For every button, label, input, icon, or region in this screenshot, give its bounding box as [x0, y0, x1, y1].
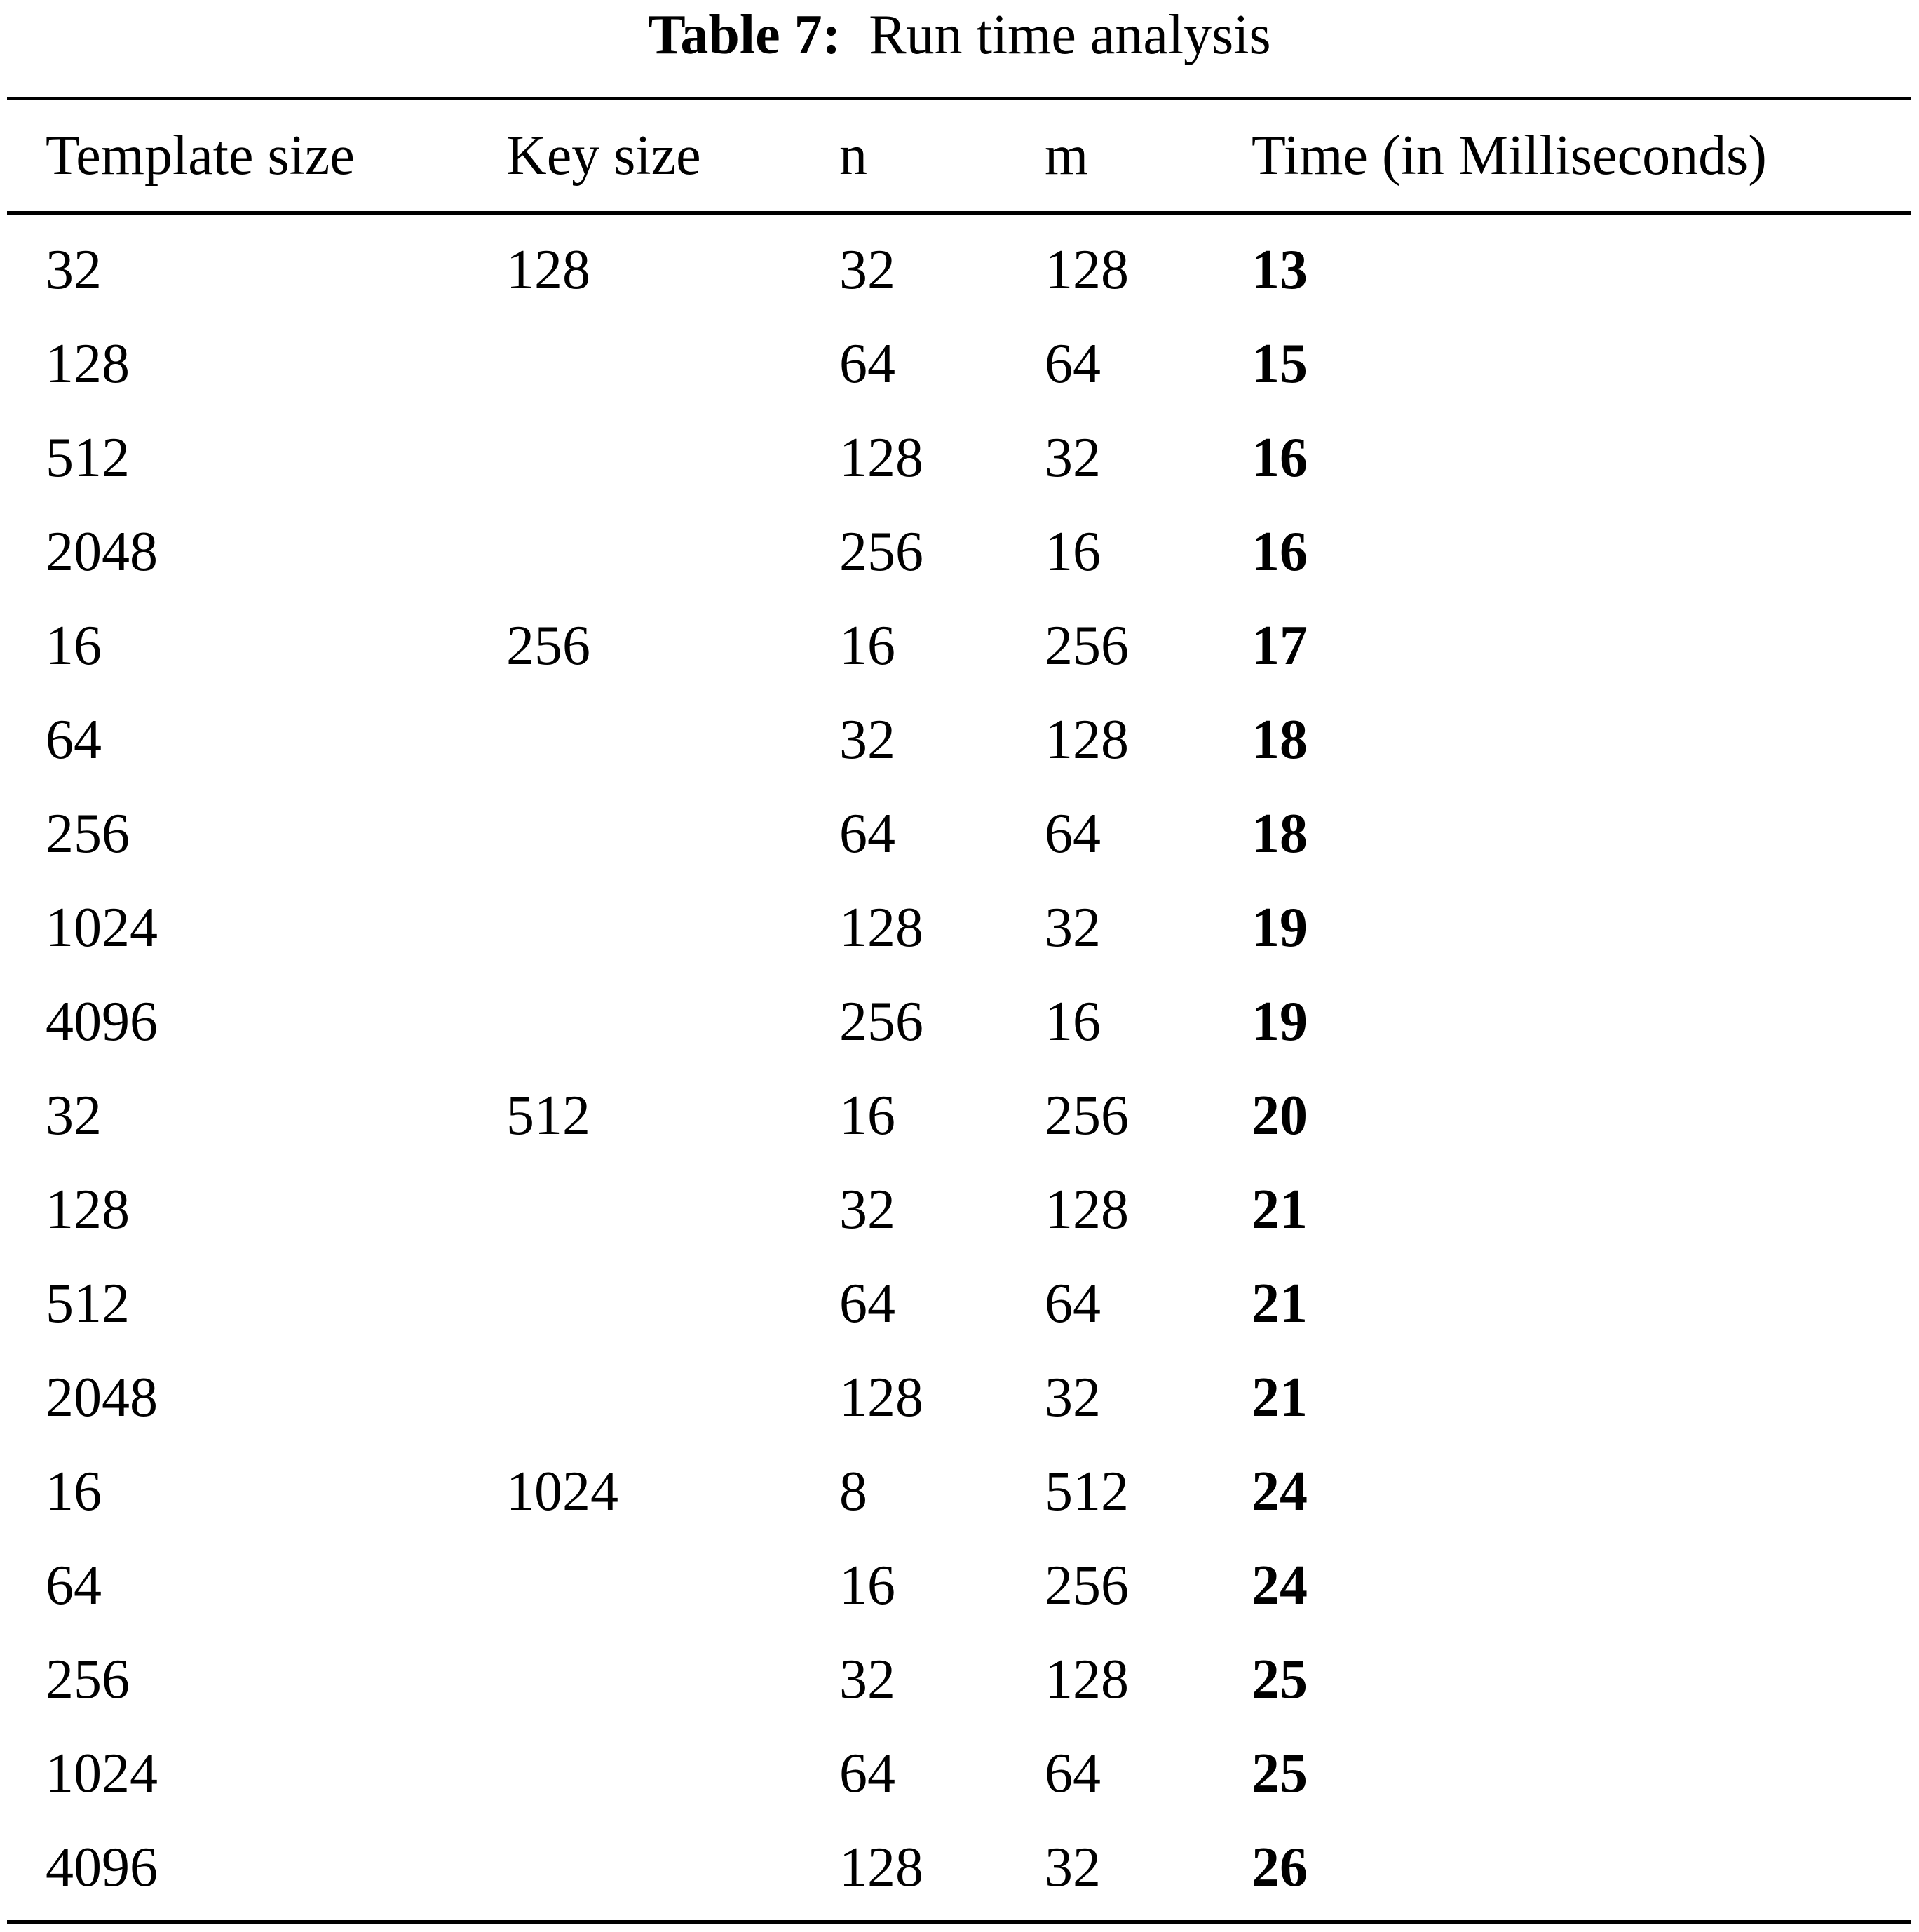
template-size-cell: 4096: [46, 1837, 158, 1898]
n-cell: 32: [839, 239, 895, 301]
table-row: [0, 1351, 1919, 1445]
table-row: [0, 599, 1919, 693]
time-cell: 25: [1252, 1649, 1308, 1710]
time-cell: 20: [1252, 1085, 1308, 1147]
template-size-cell: 32: [46, 239, 102, 301]
m-cell: 128: [1045, 709, 1129, 771]
key-size-cell: 256: [506, 615, 590, 677]
header-rule: [7, 211, 1911, 215]
key-size-cell: 1024: [506, 1461, 618, 1522]
template-size-cell: 256: [46, 1649, 130, 1710]
table-row: [0, 1633, 1919, 1727]
table-row: [0, 223, 1919, 317]
template-size-cell: 4096: [46, 991, 158, 1053]
time-cell: 24: [1252, 1555, 1308, 1616]
template-size-cell: 2048: [46, 1367, 158, 1428]
table-row: [0, 1820, 1919, 1914]
m-cell: 32: [1045, 897, 1101, 959]
m-cell: 64: [1045, 1273, 1101, 1335]
template-size-cell: 32: [46, 1085, 102, 1147]
template-size-cell: 256: [46, 803, 130, 865]
n-cell: 64: [839, 333, 895, 395]
n-cell: 256: [839, 521, 923, 583]
time-cell: 13: [1252, 239, 1308, 301]
time-cell: 21: [1252, 1273, 1308, 1335]
template-size-cell: 1024: [46, 1743, 158, 1804]
template-size-cell: 128: [46, 333, 130, 395]
template-size-cell: 1024: [46, 897, 158, 959]
n-cell: 64: [839, 803, 895, 865]
header-time: Time (in Milliseconds): [1252, 125, 1767, 187]
m-cell: 128: [1045, 1179, 1129, 1241]
table-row: [0, 1069, 1919, 1163]
m-cell: 32: [1045, 1837, 1101, 1898]
m-cell: 512: [1045, 1461, 1129, 1522]
m-cell: 16: [1045, 991, 1101, 1053]
time-cell: 17: [1252, 615, 1308, 677]
table-row: [0, 1727, 1919, 1820]
table-row: [0, 975, 1919, 1069]
time-cell: 25: [1252, 1743, 1308, 1804]
top-rule: [7, 97, 1911, 100]
time-cell: 26: [1252, 1837, 1308, 1898]
table-row: [0, 505, 1919, 599]
time-cell: 19: [1252, 991, 1308, 1053]
n-cell: 128: [839, 1367, 923, 1428]
bottom-rule: [7, 1920, 1911, 1924]
n-cell: 128: [839, 427, 923, 489]
m-cell: 256: [1045, 1555, 1129, 1616]
caption-label: Table 7:: [648, 4, 841, 66]
n-cell: 16: [839, 615, 895, 677]
time-cell: 15: [1252, 333, 1308, 395]
template-size-cell: 128: [46, 1179, 130, 1241]
template-size-cell: 16: [46, 1461, 102, 1522]
template-size-cell: 2048: [46, 521, 158, 583]
template-size-cell: 512: [46, 1273, 130, 1335]
n-cell: 64: [839, 1743, 895, 1804]
m-cell: 16: [1045, 521, 1101, 583]
m-cell: 128: [1045, 1649, 1129, 1710]
time-cell: 18: [1252, 803, 1308, 865]
table-row: [0, 881, 1919, 975]
key-size-cell: 128: [506, 239, 590, 301]
m-cell: 32: [1045, 1367, 1101, 1428]
time-cell: 16: [1252, 521, 1308, 583]
n-cell: 32: [839, 709, 895, 771]
table-row: [0, 1445, 1919, 1539]
table-body: [0, 223, 1919, 1914]
header-m: m: [1045, 125, 1089, 187]
table-caption: [0, 0, 1919, 70]
table-row: [0, 411, 1919, 505]
n-cell: 32: [839, 1179, 895, 1241]
header-key-size: Key size: [506, 125, 701, 187]
header-n: n: [839, 125, 867, 187]
table-row: [0, 317, 1919, 411]
table-row: [0, 1257, 1919, 1351]
m-cell: 256: [1045, 1085, 1129, 1147]
m-cell: 256: [1045, 615, 1129, 677]
m-cell: 64: [1045, 1743, 1101, 1804]
n-cell: 256: [839, 991, 923, 1053]
time-cell: 19: [1252, 897, 1308, 959]
m-cell: 64: [1045, 803, 1101, 865]
caption-text: Run time analysis: [869, 4, 1271, 66]
time-cell: 21: [1252, 1179, 1308, 1241]
table-row: [0, 693, 1919, 787]
n-cell: 128: [839, 897, 923, 959]
n-cell: 32: [839, 1649, 895, 1710]
table-row: [0, 1163, 1919, 1257]
time-cell: 24: [1252, 1461, 1308, 1522]
m-cell: 64: [1045, 333, 1101, 395]
header-template-size: Template size: [46, 125, 355, 187]
template-size-cell: 64: [46, 709, 102, 771]
time-cell: 21: [1252, 1367, 1308, 1428]
template-size-cell: 512: [46, 427, 130, 489]
table-row: [0, 1539, 1919, 1633]
time-cell: 16: [1252, 427, 1308, 489]
template-size-cell: 16: [46, 615, 102, 677]
m-cell: 32: [1045, 427, 1101, 489]
time-cell: 18: [1252, 709, 1308, 771]
template-size-cell: 64: [46, 1555, 102, 1616]
table-header-row: [0, 105, 1919, 207]
n-cell: 128: [839, 1837, 923, 1898]
n-cell: 16: [839, 1555, 895, 1616]
n-cell: 64: [839, 1273, 895, 1335]
key-size-cell: 512: [506, 1085, 590, 1147]
n-cell: 16: [839, 1085, 895, 1147]
m-cell: 128: [1045, 239, 1129, 301]
n-cell: 8: [839, 1461, 867, 1522]
table-row: [0, 787, 1919, 881]
